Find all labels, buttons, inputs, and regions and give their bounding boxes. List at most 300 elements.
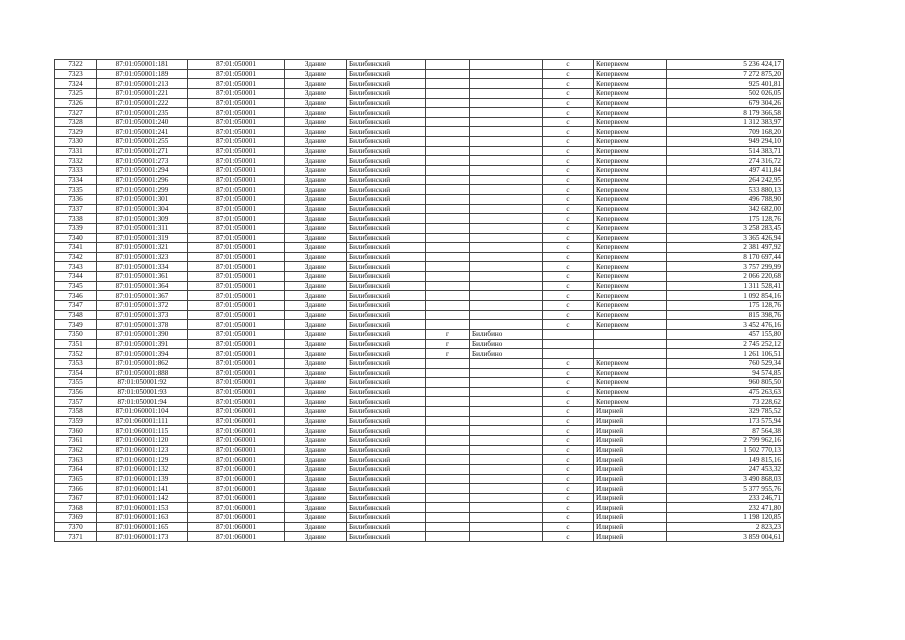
cadastral-number: 87:01:050001:255	[97, 137, 188, 147]
settlement-name	[470, 233, 543, 243]
cadastral-value: 8 170 697,44	[667, 252, 784, 262]
settlement-name	[470, 474, 543, 484]
settlement-name	[470, 137, 543, 147]
cadastral-quarter: 87:01:050001	[188, 310, 285, 320]
cadastral-quarter: 87:01:050001	[188, 156, 285, 166]
cadastral-number: 87:01:050001:391	[97, 339, 188, 349]
table-row	[55, 272, 784, 282]
object-type: Здание	[285, 522, 347, 532]
district: Билибинский	[347, 175, 426, 185]
locality-type: с	[543, 397, 594, 407]
settlement-name: Билибино	[470, 329, 543, 339]
settlement-name	[470, 281, 543, 291]
district: Билибинский	[347, 156, 426, 166]
settlement-type	[426, 146, 470, 156]
locality-name: Илирней	[594, 513, 667, 523]
cadastral-number: 87:01:050001:299	[97, 185, 188, 195]
cadastral-value: 925 401,81	[667, 79, 784, 89]
cadastral-value: 475 263,63	[667, 387, 784, 397]
object-type: Здание	[285, 503, 347, 513]
district: Билибинский	[347, 252, 426, 262]
settlement-type	[426, 378, 470, 388]
cadastral-quarter: 87:01:060001	[188, 455, 285, 465]
settlement-type	[426, 301, 470, 311]
district: Билибинский	[347, 233, 426, 243]
cadastral-number: 87:01:060001:163	[97, 513, 188, 523]
cadastral-number: 87:01:060001:104	[97, 407, 188, 417]
object-type: Здание	[285, 310, 347, 320]
row-number: 7334	[55, 175, 97, 185]
locality-type: с	[543, 532, 594, 542]
locality-type: с	[543, 455, 594, 465]
cadastral-value: 679 304,26	[667, 98, 784, 108]
cadastral-value: 1 502 770,13	[667, 445, 784, 455]
cadastral-value: 8 179 366,58	[667, 108, 784, 118]
settlement-name	[470, 522, 543, 532]
cadastral-quarter: 87:01:050001	[188, 397, 285, 407]
table-row	[55, 455, 784, 465]
cadastral-number: 87:01:050001:361	[97, 272, 188, 282]
table-row	[55, 233, 784, 243]
locality-name: Кепервеем	[594, 117, 667, 127]
table-body	[55, 60, 784, 542]
settlement-name	[470, 156, 543, 166]
district: Билибинский	[347, 262, 426, 272]
district: Билибинский	[347, 358, 426, 368]
settlement-name	[470, 484, 543, 494]
locality-type: с	[543, 503, 594, 513]
settlement-name	[470, 407, 543, 417]
settlement-name	[470, 513, 543, 523]
row-number: 7355	[55, 378, 97, 388]
cadastral-value: 1 261 106,51	[667, 349, 784, 359]
district: Билибинский	[347, 329, 426, 339]
settlement-name	[470, 416, 543, 426]
row-number: 7367	[55, 493, 97, 503]
table-row	[55, 214, 784, 224]
table-row	[55, 358, 784, 368]
row-number: 7339	[55, 223, 97, 233]
cadastral-quarter: 87:01:050001	[188, 98, 285, 108]
table-row	[55, 503, 784, 513]
district: Билибинский	[347, 368, 426, 378]
locality-type: с	[543, 484, 594, 494]
locality-name: Илирней	[594, 416, 667, 426]
district: Билибинский	[347, 474, 426, 484]
object-type: Здание	[285, 185, 347, 195]
row-number: 7333	[55, 166, 97, 176]
cadastral-quarter: 87:01:050001	[188, 79, 285, 89]
locality-type: с	[543, 262, 594, 272]
cadastral-quarter: 87:01:060001	[188, 416, 285, 426]
object-type: Здание	[285, 117, 347, 127]
cadastral-value: 7 272 875,20	[667, 69, 784, 79]
table-row	[55, 416, 784, 426]
cadastral-value: 247 453,32	[667, 464, 784, 474]
cadastral-value: 175 128,76	[667, 301, 784, 311]
settlement-type	[426, 445, 470, 455]
locality-type: с	[543, 291, 594, 301]
locality-name: Илирней	[594, 522, 667, 532]
cadastral-number: 87:01:050001:311	[97, 223, 188, 233]
row-number: 7360	[55, 426, 97, 436]
cadastral-quarter: 87:01:050001	[188, 204, 285, 214]
district: Билибинский	[347, 378, 426, 388]
settlement-type	[426, 166, 470, 176]
settlement-name	[470, 79, 543, 89]
object-type: Здание	[285, 378, 347, 388]
row-number: 7323	[55, 69, 97, 79]
cadastral-value: 175 128,76	[667, 214, 784, 224]
cadastral-quarter: 87:01:050001	[188, 339, 285, 349]
row-number: 7337	[55, 204, 97, 214]
table-row	[55, 108, 784, 118]
settlement-name	[470, 117, 543, 127]
settlement-name	[470, 358, 543, 368]
locality-name: Кепервеем	[594, 310, 667, 320]
locality-type: с	[543, 108, 594, 118]
row-number: 7335	[55, 185, 97, 195]
row-number: 7329	[55, 127, 97, 137]
settlement-type	[426, 532, 470, 542]
locality-name: Кепервеем	[594, 69, 667, 79]
cadastral-number: 87:01:050001:296	[97, 175, 188, 185]
cadastral-number: 87:01:050001:240	[97, 117, 188, 127]
settlement-type	[426, 407, 470, 417]
district: Билибинский	[347, 397, 426, 407]
locality-name: Илирней	[594, 435, 667, 445]
locality-type: с	[543, 416, 594, 426]
settlement-type	[426, 310, 470, 320]
cadastral-quarter: 87:01:060001	[188, 474, 285, 484]
table-row	[55, 185, 784, 195]
object-type: Здание	[285, 416, 347, 426]
settlement-name	[470, 426, 543, 436]
cadastral-quarter: 87:01:050001	[188, 214, 285, 224]
cadastral-quarter: 87:01:050001	[188, 301, 285, 311]
district: Билибинский	[347, 98, 426, 108]
settlement-name	[470, 127, 543, 137]
settlement-name	[470, 503, 543, 513]
district: Билибинский	[347, 513, 426, 523]
table-row	[55, 69, 784, 79]
cadastral-number: 87:01:050001:888	[97, 368, 188, 378]
table-row	[55, 291, 784, 301]
cadastral-value-table	[54, 59, 784, 542]
locality-type	[543, 329, 594, 339]
cadastral-value: 709 168,20	[667, 127, 784, 137]
table-row	[55, 252, 784, 262]
district: Билибинский	[347, 407, 426, 417]
settlement-name	[470, 445, 543, 455]
locality-name: Кепервеем	[594, 108, 667, 118]
object-type: Здание	[285, 407, 347, 417]
row-number: 7357	[55, 397, 97, 407]
locality-name: Илирней	[594, 484, 667, 494]
object-type: Здание	[285, 464, 347, 474]
row-number: 7342	[55, 252, 97, 262]
locality-name	[594, 349, 667, 359]
object-type: Здание	[285, 214, 347, 224]
district: Билибинский	[347, 117, 426, 127]
cadastral-value: 2 066 220,68	[667, 272, 784, 282]
settlement-name	[470, 88, 543, 98]
locality-name: Кепервеем	[594, 272, 667, 282]
locality-name: Кепервеем	[594, 397, 667, 407]
cadastral-number: 87:01:060001:139	[97, 474, 188, 484]
locality-type: с	[543, 175, 594, 185]
cadastral-value: 2 381 497,92	[667, 243, 784, 253]
locality-name: Илирней	[594, 426, 667, 436]
cadastral-value: 949 294,10	[667, 137, 784, 147]
table-row	[55, 378, 784, 388]
locality-type: с	[543, 69, 594, 79]
cadastral-value: 815 398,76	[667, 310, 784, 320]
locality-type: с	[543, 243, 594, 253]
settlement-type	[426, 368, 470, 378]
locality-name: Кепервеем	[594, 194, 667, 204]
object-type: Здание	[285, 98, 347, 108]
locality-name: Кепервеем	[594, 320, 667, 330]
locality-name	[594, 329, 667, 339]
locality-type: с	[543, 204, 594, 214]
settlement-name	[470, 146, 543, 156]
cadastral-quarter: 87:01:050001	[188, 329, 285, 339]
cadastral-value: 233 246,71	[667, 493, 784, 503]
locality-name: Кепервеем	[594, 98, 667, 108]
settlement-type	[426, 194, 470, 204]
cadastral-value: 149 815,16	[667, 455, 784, 465]
locality-name: Кепервеем	[594, 378, 667, 388]
district: Билибинский	[347, 310, 426, 320]
table-row	[55, 368, 784, 378]
locality-name: Кепервеем	[594, 223, 667, 233]
locality-name: Илирней	[594, 532, 667, 542]
district: Билибинский	[347, 137, 426, 147]
cadastral-quarter: 87:01:060001	[188, 426, 285, 436]
settlement-name	[470, 108, 543, 118]
settlement-name	[470, 310, 543, 320]
table-row	[55, 166, 784, 176]
cadastral-value: 3 859 004,61	[667, 532, 784, 542]
cadastral-number: 87:01:050001:273	[97, 156, 188, 166]
locality-type: с	[543, 127, 594, 137]
locality-name: Кепервеем	[594, 146, 667, 156]
object-type: Здание	[285, 493, 347, 503]
settlement-name	[470, 493, 543, 503]
row-number: 7341	[55, 243, 97, 253]
object-type: Здание	[285, 484, 347, 494]
locality-type: с	[543, 435, 594, 445]
settlement-type	[426, 137, 470, 147]
object-type: Здание	[285, 175, 347, 185]
locality-type: с	[543, 60, 594, 70]
object-type: Здание	[285, 88, 347, 98]
table-row	[55, 435, 784, 445]
row-number: 7332	[55, 156, 97, 166]
cadastral-number: 87:01:050001:334	[97, 262, 188, 272]
row-number: 7368	[55, 503, 97, 513]
table-row	[55, 445, 784, 455]
settlement-type	[426, 464, 470, 474]
cadastral-number: 87:01:060001:132	[97, 464, 188, 474]
cadastral-number: 87:01:060001:141	[97, 484, 188, 494]
object-type: Здание	[285, 127, 347, 137]
cadastral-number: 87:01:050001:373	[97, 310, 188, 320]
locality-name: Кепервеем	[594, 137, 667, 147]
cadastral-value: 1 312 383,97	[667, 117, 784, 127]
locality-type: с	[543, 166, 594, 176]
cadastral-quarter: 87:01:050001	[188, 146, 285, 156]
cadastral-number: 87:01:050001:304	[97, 204, 188, 214]
locality-type	[543, 339, 594, 349]
cadastral-quarter: 87:01:050001	[188, 252, 285, 262]
locality-type: с	[543, 281, 594, 291]
object-type: Здание	[285, 291, 347, 301]
row-number: 7336	[55, 194, 97, 204]
object-type: Здание	[285, 513, 347, 523]
cadastral-value: 3 757 299,99	[667, 262, 784, 272]
cadastral-quarter: 87:01:050001	[188, 108, 285, 118]
locality-type: с	[543, 522, 594, 532]
district: Билибинский	[347, 426, 426, 436]
settlement-name: Билибино	[470, 339, 543, 349]
locality-type: с	[543, 474, 594, 484]
object-type: Здание	[285, 397, 347, 407]
cadastral-number: 87:01:050001:309	[97, 214, 188, 224]
object-type: Здание	[285, 281, 347, 291]
cadastral-value: 274 316,72	[667, 156, 784, 166]
table-row	[55, 262, 784, 272]
object-type: Здание	[285, 339, 347, 349]
locality-type: с	[543, 223, 594, 233]
cadastral-quarter: 87:01:050001	[188, 137, 285, 147]
cadastral-quarter: 87:01:050001	[188, 175, 285, 185]
settlement-type	[426, 493, 470, 503]
locality-type: с	[543, 310, 594, 320]
cadastral-number: 87:01:050001:241	[97, 127, 188, 137]
cadastral-quarter: 87:01:060001	[188, 532, 285, 542]
cadastral-value: 264 242,95	[667, 175, 784, 185]
settlement-name	[470, 378, 543, 388]
district: Билибинский	[347, 185, 426, 195]
settlement-name	[470, 532, 543, 542]
object-type: Здание	[285, 301, 347, 311]
settlement-type	[426, 281, 470, 291]
row-number: 7351	[55, 339, 97, 349]
locality-type: с	[543, 137, 594, 147]
cadastral-value: 533 880,13	[667, 185, 784, 195]
cadastral-number: 87:01:060001:115	[97, 426, 188, 436]
row-number: 7327	[55, 108, 97, 118]
row-number: 7366	[55, 484, 97, 494]
cadastral-number: 87:01:050001:321	[97, 243, 188, 253]
table-row	[55, 146, 784, 156]
cadastral-number: 87:01:050001:390	[97, 329, 188, 339]
object-type: Здание	[285, 387, 347, 397]
district: Билибинский	[347, 455, 426, 465]
table-row	[55, 204, 784, 214]
settlement-type	[426, 175, 470, 185]
locality-type: с	[543, 426, 594, 436]
cadastral-value: 5 377 955,76	[667, 484, 784, 494]
cadastral-value: 342 682,00	[667, 204, 784, 214]
settlement-name	[470, 185, 543, 195]
cadastral-number: 87:01:050001:181	[97, 60, 188, 70]
settlement-type	[426, 262, 470, 272]
district: Билибинский	[347, 194, 426, 204]
cadastral-number: 87:01:060001:111	[97, 416, 188, 426]
locality-type: с	[543, 320, 594, 330]
settlement-name	[470, 214, 543, 224]
table-row	[55, 137, 784, 147]
settlement-type	[426, 243, 470, 253]
district: Билибинский	[347, 291, 426, 301]
cadastral-quarter: 87:01:050001	[188, 223, 285, 233]
settlement-name	[470, 301, 543, 311]
object-type: Здание	[285, 320, 347, 330]
table-row	[55, 349, 784, 359]
cadastral-number: 87:01:050001:235	[97, 108, 188, 118]
cadastral-value: 87 564,38	[667, 426, 784, 436]
row-number: 7328	[55, 117, 97, 127]
cadastral-number: 87:01:050001:94	[97, 397, 188, 407]
settlement-type	[426, 435, 470, 445]
cadastral-number: 87:01:050001:301	[97, 194, 188, 204]
row-number: 7343	[55, 262, 97, 272]
locality-name: Илирней	[594, 464, 667, 474]
cadastral-number: 87:01:050001:222	[97, 98, 188, 108]
settlement-name	[470, 194, 543, 204]
table-row	[55, 387, 784, 397]
settlement-name	[470, 223, 543, 233]
settlement-type	[426, 320, 470, 330]
row-number: 7340	[55, 233, 97, 243]
row-number: 7365	[55, 474, 97, 484]
cadastral-quarter: 87:01:050001	[188, 117, 285, 127]
cadastral-value: 3 258 283,45	[667, 223, 784, 233]
cadastral-value: 173 575,94	[667, 416, 784, 426]
object-type: Здание	[285, 455, 347, 465]
locality-type: с	[543, 378, 594, 388]
district: Билибинский	[347, 204, 426, 214]
object-type: Здание	[285, 349, 347, 359]
cadastral-quarter: 87:01:050001	[188, 243, 285, 253]
object-type: Здание	[285, 262, 347, 272]
settlement-name	[470, 320, 543, 330]
settlement-type	[426, 513, 470, 523]
table-row	[55, 320, 784, 330]
locality-type: с	[543, 445, 594, 455]
cadastral-quarter: 87:01:050001	[188, 320, 285, 330]
settlement-type	[426, 474, 470, 484]
locality-type: с	[543, 358, 594, 368]
object-type: Здание	[285, 166, 347, 176]
object-type: Здание	[285, 156, 347, 166]
district: Билибинский	[347, 320, 426, 330]
district: Билибинский	[347, 108, 426, 118]
cadastral-number: 87:01:050001:92	[97, 378, 188, 388]
settlement-name	[470, 455, 543, 465]
settlement-type	[426, 291, 470, 301]
table-row	[55, 484, 784, 494]
settlement-type	[426, 233, 470, 243]
object-type: Здание	[285, 204, 347, 214]
locality-name: Кепервеем	[594, 214, 667, 224]
locality-type: с	[543, 493, 594, 503]
row-number: 7325	[55, 88, 97, 98]
table-row	[55, 156, 784, 166]
